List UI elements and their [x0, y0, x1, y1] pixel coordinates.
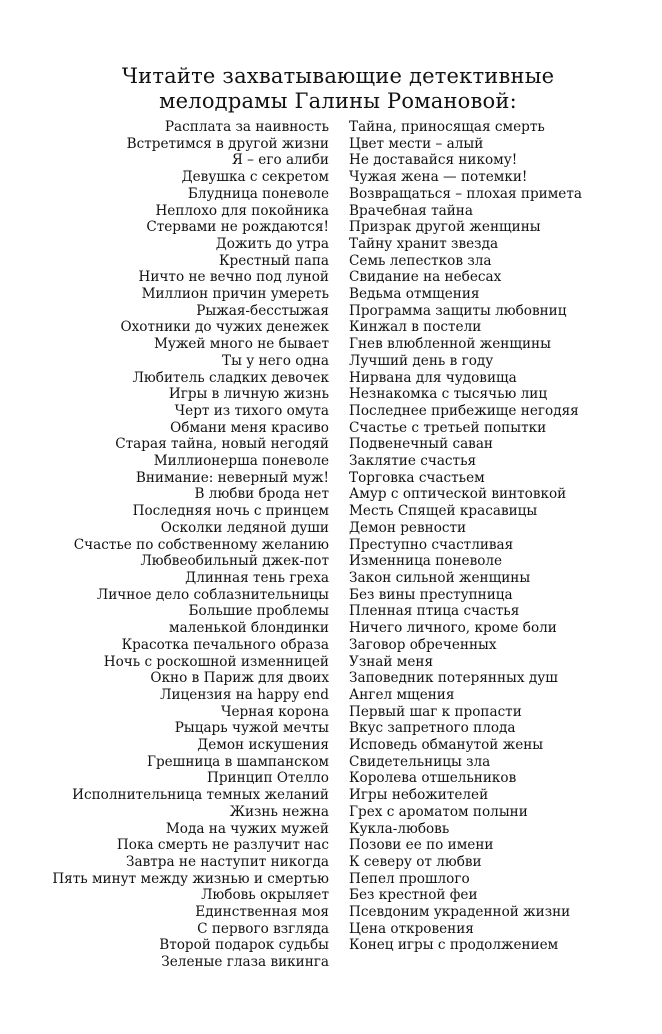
book-title: Кукла-любовь [349, 820, 450, 837]
book-title: Любитель сладких девочек [132, 369, 329, 386]
book-title: Незнакомка с тысячью лиц [349, 386, 548, 403]
book-title: Внимание: неверный муж! [135, 469, 329, 486]
book-title: Ты у него одна [222, 352, 329, 369]
book-title: Блудница поневоле [187, 185, 329, 202]
book-title: Единственная моя [195, 904, 329, 921]
book-title: Цена откровения [349, 920, 474, 937]
book-title: Мужей много не бывает [153, 336, 329, 353]
book-title: Личное дело соблазнительницы [96, 586, 329, 603]
book-title: Чужая жена — потемки! [349, 169, 528, 186]
book-title: Призрак другой женщины [349, 219, 541, 236]
book-title: Счастье по собственному желанию [73, 536, 329, 553]
book-title: Рыцарь чужой мечты [174, 720, 329, 737]
book-title: Последняя ночь с принцем [132, 503, 329, 520]
book-title: Месть Спящей красавицы [349, 503, 538, 520]
book-title: Длинная тень греха [185, 569, 329, 586]
book-title: Стервами не рождаются! [146, 219, 329, 236]
book-title: Тайну хранит звезда [349, 235, 499, 252]
book-title: Лучший день в году [349, 352, 494, 369]
book-title: Закон сильной женщины [349, 569, 531, 586]
book-title: Пять минут между жизнью и смертью [52, 870, 329, 887]
book-title: Девушка с секретом [181, 169, 329, 186]
book-title: Демон искушения [197, 737, 329, 754]
book-title: Расплата за наивность [164, 119, 329, 135]
book-title: Принцип Отелло [206, 770, 329, 787]
book-title: Врачебная тайна [349, 202, 473, 219]
book-title: Мода на чужих мужей [165, 820, 329, 837]
book-title: Кинжал в постели [349, 319, 482, 336]
book-title: Миллион причин умереть [141, 286, 329, 303]
book-title: Узнай меня [349, 653, 434, 670]
book-title: Без вины преступница [349, 586, 513, 603]
book-title: В любви брода нет [194, 486, 329, 503]
book-title: Псевдоним украденной жизни [349, 904, 571, 921]
book-title: Ничто не вечно под луной [138, 269, 329, 286]
book-title: Цвет мести – алый [349, 135, 484, 152]
book-title: Любвеобильный джек-пот [140, 553, 329, 570]
book-title: Конец игры с продолжением [349, 937, 559, 954]
left-title-list [52, 119, 329, 971]
book-title: Встретимся в другой жизни [126, 135, 329, 152]
book-title: Черт из тихого омута [174, 402, 329, 419]
book-title: Гнев влюбленной женщины [349, 336, 551, 353]
book-title: Королева отшельников [349, 770, 517, 787]
book-title: Изменница поневоле [349, 553, 503, 570]
book-title: Красотка печального образа [121, 636, 329, 653]
book-title: Ничего личного, кроме боли [349, 620, 557, 637]
book-title: Программа защиты любовниц [349, 302, 567, 319]
book-title: Позови ее по имени [349, 837, 494, 854]
book-title: Грех с ароматом полыни [349, 803, 528, 820]
book-title: Черная корона [220, 703, 329, 720]
book-title: Охотники до чужих денежек [120, 319, 329, 336]
right-title-list [349, 119, 582, 954]
book-title: Неплохо для покойника [155, 202, 329, 219]
book-title: Исполнительница темных желаний [72, 787, 329, 804]
book-title: Нирвана для чудовища [349, 369, 517, 386]
book-title: Ведьма отмщения [349, 286, 480, 303]
book-title: Вкус запретного плода [349, 720, 516, 737]
book-title: Пленная птица счастья [349, 603, 520, 620]
book-title: Заговор обреченных [349, 636, 497, 653]
book-title: Тайна, приносящая смерть [349, 119, 545, 135]
book-title: Любовь окрыляет [201, 887, 329, 904]
book-title: Крестный папа [219, 252, 329, 269]
book-title: Счастье с третьей попытки [349, 419, 547, 436]
book-title: Второй подарок судьбы [159, 937, 329, 954]
book-title: Зеленые глаза викинга [161, 954, 329, 971]
book-title: Подвенечный саван [349, 436, 493, 453]
book-title: Возвращаться – плохая примета [349, 185, 582, 202]
book-title: Торговка счастьем [349, 469, 485, 486]
book-title: Последнее прибежище негодяя [349, 402, 579, 419]
page-title-line-1: Читайте захватывающие детективные [121, 64, 555, 88]
book-title: Осколки ледяной души [160, 519, 329, 536]
book-title: Окно в Париж для двоих [150, 670, 329, 687]
book-title: Дожить до утра [215, 235, 329, 252]
book-title: Не доставайся никому! [349, 152, 518, 169]
book-title: Игры в личную жизнь [168, 386, 329, 403]
page-title [0, 64, 662, 114]
book-title: Ангел мщения [349, 686, 455, 703]
book-title: Игры небожителей [349, 787, 489, 804]
book-title: Преступно счастливая [349, 536, 514, 553]
book-title: Рыжая-бесстыжая [196, 302, 329, 319]
book-title: Большие проблемы [188, 603, 329, 620]
book-title: Семь лепестков зла [349, 252, 492, 269]
book-title: Миллионерша поневоле [153, 453, 329, 470]
book-title: Амур с оптической винтовкой [349, 486, 567, 503]
book-title: Ночь с роскошной изменницей [103, 653, 329, 670]
book-title: Старая тайна, новый негодяй [115, 436, 329, 453]
book-title: Лицензия на happy end [160, 686, 329, 703]
book-title: Обмани меня красиво [170, 419, 329, 436]
book-title: Заклятие счастья [349, 453, 477, 470]
book-title: Исповедь обманутой жены [349, 737, 544, 754]
book-title: Без крестной феи [349, 887, 478, 904]
book-title: С первого взгляда [197, 920, 329, 937]
book-title: Завтра не наступит никогда [126, 853, 329, 870]
book-title: Пепел прошлого [349, 870, 470, 887]
book-title: маленькой блондинки [169, 620, 329, 637]
book-title: Жизнь нежна [229, 803, 329, 820]
book-title: Свидетельницы зла [349, 753, 491, 770]
book-title: Заповедник потерянных душ [349, 670, 558, 687]
book-title: Свидание на небесах [349, 269, 502, 286]
book-title: К северу от любви [349, 853, 482, 870]
page-title-line-2: мелодрамы Галины Романовой: [159, 89, 517, 113]
book-title: Первый шаг к пропасти [349, 703, 522, 720]
book-title: Я – его алиби [231, 152, 329, 169]
book-title: Пока смерть не разлучит нас [116, 837, 329, 854]
book-title: Демон ревности [349, 519, 467, 536]
book-title: Грешница в шампанском [146, 753, 329, 770]
